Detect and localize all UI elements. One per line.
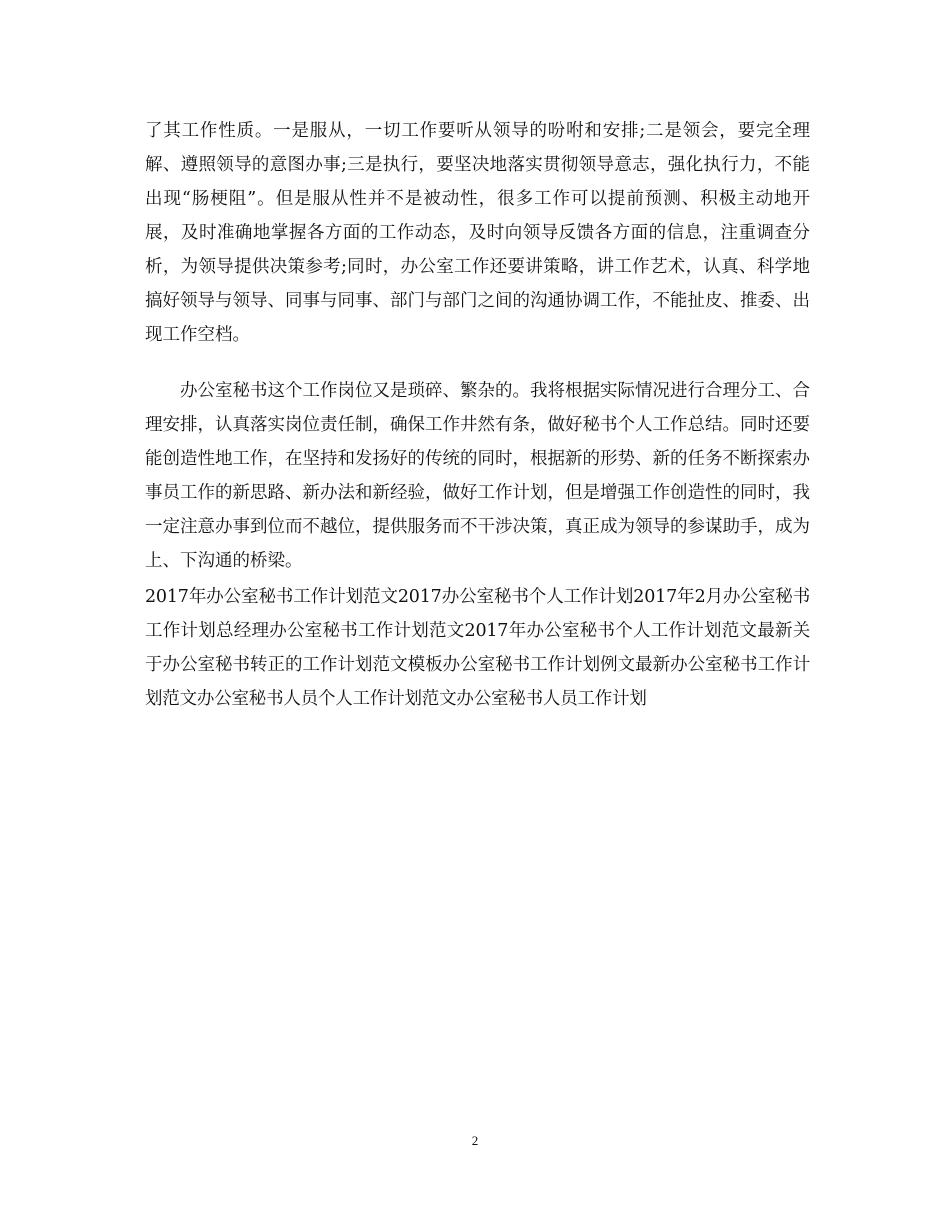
related-articles-text: 2017年办公室秘书工作计划范文2017办公室秘书个人工作计划2017年2月办公室秘书工作计划总经理办公室秘书工作计划范文2017年办公室秘书个人工作计划范文最新关于办公室秘书转正的工作计划范文模板办公室秘书工作计划例文最新办公室秘书工作计划范文办公室秘书人员个人工作计划范文办公室秘书人员工作计划 [145, 587, 810, 709]
page-number: 2 [471, 1133, 479, 1148]
body-paragraph-2: 办公室秘书这个工作岗位又是琐碎、繁杂的。我将根据实际情况进行合理分工、合理安排，认真落实岗位责任制，确保工作井然有条，做好秘书个人工作总结。同时还要能创造性地工作，在坚持和发扬好的传统的同时，根据新的形势、新的任务不断探索办事员工作的新思路、新办法和新经验，做好工作计划，但是增强工作创造性的同时，我一定注意办事到位而不越位，提供服务而不干涉决策，真正成为领导的参谋助手，成为上、下沟通的桥梁。 [145, 381, 810, 571]
body-paragraph-1: 了其工作性质。一是服从，一切工作要听从领导的吩咐和安排;二是领会，要完全理解、遵照领导的意图办事;三是执行，要坚决地落实贯彻领导意志，强化执行力，不能出现“肠梗阻”。但是服从性并不是被动性，很多工作可以提前预测、积极主动地开展，及时准确地掌握各方面的工作动态，及时向领导反馈各方面的信息，注重调查分析，为领导提供决策参考;同时，办公室工作还要讲策略，讲工作艺术，认真、科学地搞好领导与领导、同事与同事、部门与部门之间的沟通协调工作，不能扯皮、推委、出现工作空档。 [145, 121, 810, 345]
